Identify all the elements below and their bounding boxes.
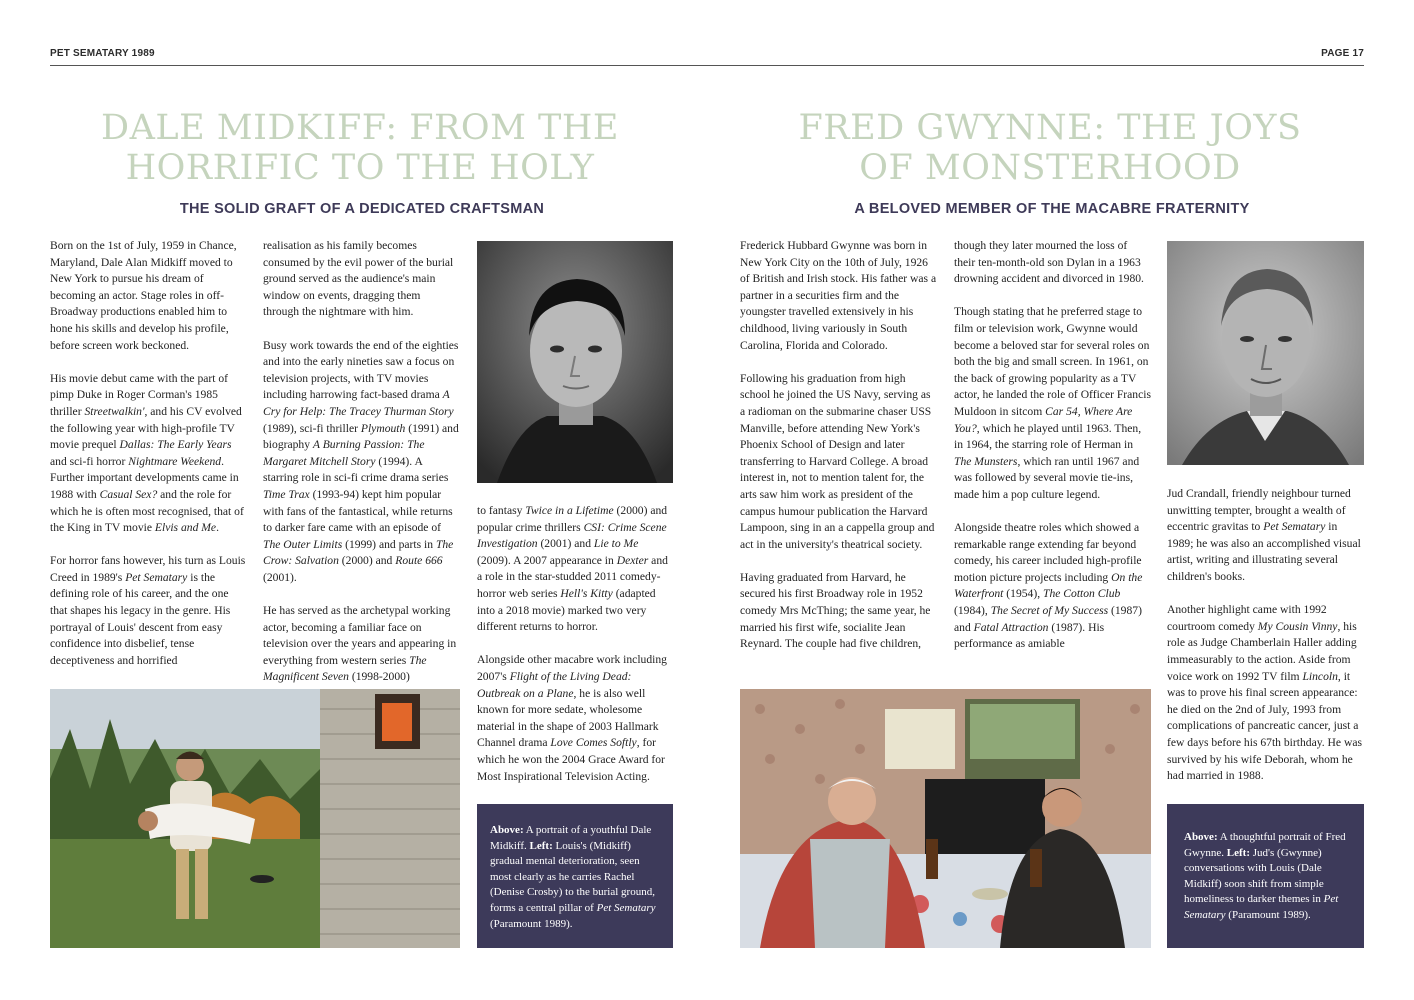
midkiff-caption-box: Above: A portrait of a youthful Dale Midkiff. Left: Louis's (Midkiff) gradual mental deterioration, seen most clearly as he carries Rachel (Denise Crosby) to the burial ground, forms a central pillar of Pet Sematary (Paramount 1989). [477, 804, 673, 948]
body-paragraph: Alongside theatre roles which showed a remarkable range extending far beyond comedy, his career included high-profile motion picture projects including On the Waterfront (1954), The Cotton Club (1984), The Secret of My Success (1987) and Fatal Attraction (1987). His performance as amiable [954, 521, 1143, 651]
body-paragraph: to fantasy Twice in a Lifetime (2000) and popular crime thrillers CSI: Crime Scene Investigation (2001) and Lie to Me (2009). A 2007 appearance in Dexter and a role in the star-studded 2011 comedy-horror web series Hell's Kitty (adapted into a 2018 movie) marked two very different returns to horror. [477, 504, 668, 634]
article-subtitle-gwynne: A BELOVED MEMBER OF THE MACABRE FRATERNITY [854, 201, 1250, 217]
body-paragraph: His movie debut came with the part of pimp Duke in Roger Corman's 1985 thriller Streetwalkin', and his CV evolved the following year with high-profile TV movie prequel Dallas: The Early Years and sci-fi horror Nightmare Weekend. Further important developments came in 1988 with Casual Sex? and the role for which he is often most recognised, that of the King in TV movie Elvis and Me. [50, 371, 244, 535]
gwynne-column-2 [954, 238, 1151, 653]
body-paragraph: Busy work towards the end of the eighties and into the early nineties saw a focus on television projects, with TV movies including harrowing fact-based drama A Cry for Help: The Tracey Thurman Story (1989), sci-fi thriller Plymouth (1991) and biography A Burning Passion: The Margaret Mitchell Story (1994). A starring role in sci-fi crime drama series Time Trax (1993-94) kept him popular with fans of the fantastical, while returns to darker fare came with an episode of The Outer Limits (1999) and parts in The Crow: Salvation (2000) and Route 666 (2001). [263, 338, 459, 584]
article-title-midkiff: DALE MIDKIFF: FROM THE HORRIFIC TO THE HOLY [101, 108, 619, 188]
header-rule [50, 65, 1364, 66]
body-paragraph: Following his graduation from high school he joined the US Navy, serving as a radioman on the submarine chaser USS Manville, before attending New York's Phoenix School of Design and later transferring to Harvard College. A broad interest in, not to mention talent for, the arts saw him work as president of the campus humour publication the Harvard Lampoon, sing in an a cappella group and act in the university's theatrical society. [740, 371, 935, 551]
midkiff-carrying-rachel-still [50, 689, 460, 948]
body-paragraph: For horror fans however, his turn as Louis Creed in 1989's Pet Sematary is the defining role of his career, and the one that shapes his legacy in the genre. His portrayal of Louis' descent from easy confidence into disbelief, tense deceptiveness and horrified [50, 554, 246, 667]
gwynne-column-1 [740, 238, 937, 653]
gwynne-kitchen-table-still [740, 689, 1151, 948]
body-paragraph: Born on the 1st of July, 1959 in Chance, Maryland, Dale Alan Midkiff moved to New York to pursue his dream of becoming an actor. Stage roles in off-Broadway productions enabled him to hone his skills and develop his profile, before screen work beckoned. [50, 239, 237, 352]
gwynne-column-3 [1167, 486, 1364, 785]
body-paragraph: He has served as the archetypal working actor, becoming a familiar face on television over the years and appearing in everything from western series The Magnificent Seven (1998-2000) [263, 604, 457, 684]
article-title-gwynne: FRED GWYNNE: THE JOYS OF MONSTERHOOD [798, 108, 1302, 188]
gwynne-portrait-photo [1167, 241, 1364, 465]
midkiff-column-1 [50, 238, 246, 669]
body-paragraph: though they later mourned the loss of their ten-month-old son Dylan in a 1963 drowning accident and divorced in 1980. [954, 239, 1144, 286]
running-head-left: PET SEMATARY 1989 [50, 48, 155, 59]
body-paragraph: Alongside other macabre work including 2007's Flight of the Living Dead: Outbreak on a Plane, he is also well known for more sedate, wholesome material in the shape of 2003 Hallmark Channel drama Love Comes Softly, for which he won the 2004 Grace Award for Most Inspirational Television Acting. [477, 653, 667, 783]
page-number: PAGE 17 [1321, 48, 1364, 59]
body-paragraph: Having graduated from Harvard, he secured his first Broadway role in 1952 comedy Mrs McThing; the same year, he married his first wife, socialite Jean Reynard. The couple had five children, [740, 570, 931, 651]
body-paragraph: Though stating that he preferred stage to film or television work, Gwynne would become a beloved star for several roles on both the big and small screen. In 1961, on the back of growing popularity as a TV actor, he landed the role of Officer Francis Muldoon in sitcom Car 54, Where Are You?, which he played until 1963. Then, in 1964, the starring role of Herman in The Munsters, which ran until 1967 and was followed by several movie tie-ins, made him a pop culture legend. [954, 305, 1151, 501]
body-paragraph: realisation as his family becomes consumed by the evil power of the burial ground served as the audience's main window on events, dragging them through the nightmare with him. [263, 239, 454, 319]
body-paragraph: Jud Crandall, friendly neighbour turned unwitting tempter, brought a wealth of eccentric gravitas to Pet Sematary in 1989; he was also an accomplished visual artist, writing and illustrating several children's books. [1167, 487, 1361, 583]
midkiff-column-3 [477, 503, 673, 785]
body-paragraph: Frederick Hubbard Gwynne was born in New York City on the 10th of July, 1926 of British and Irish stock. His father was a partner in a securities firm and the youngster travelled extensively in his childhood, living variously in South Carolina, Florida and Colorado. [740, 239, 937, 352]
body-paragraph: Another highlight came with 1992 courtroom comedy My Cousin Vinny, his role as Judge Chamberlain Haller adding immeasurably to the action. Aside from voice work on 1992 TV film Lincoln, it was to prove his final screen appearance: he died on the 2nd of July, 1993 from complications of pancreatic cancer, just a few days before his 67th birthday. He was survived by his wife Deborah, whom he had married in 1988. [1167, 603, 1362, 783]
gwynne-caption-box: Above: A thoughtful portrait of Fred Gwynne. Left: Jud's (Gwynne) conversations with Louis (Dale Midkiff) soon shift from simple homeliness to darker themes in Pet Sematary (Paramount 1989). [1167, 804, 1364, 948]
article-subtitle-midkiff: THE SOLID GRAFT OF A DEDICATED CRAFTSMAN [179, 201, 545, 217]
midkiff-column-2 [263, 238, 459, 686]
midkiff-portrait-photo [477, 241, 673, 483]
